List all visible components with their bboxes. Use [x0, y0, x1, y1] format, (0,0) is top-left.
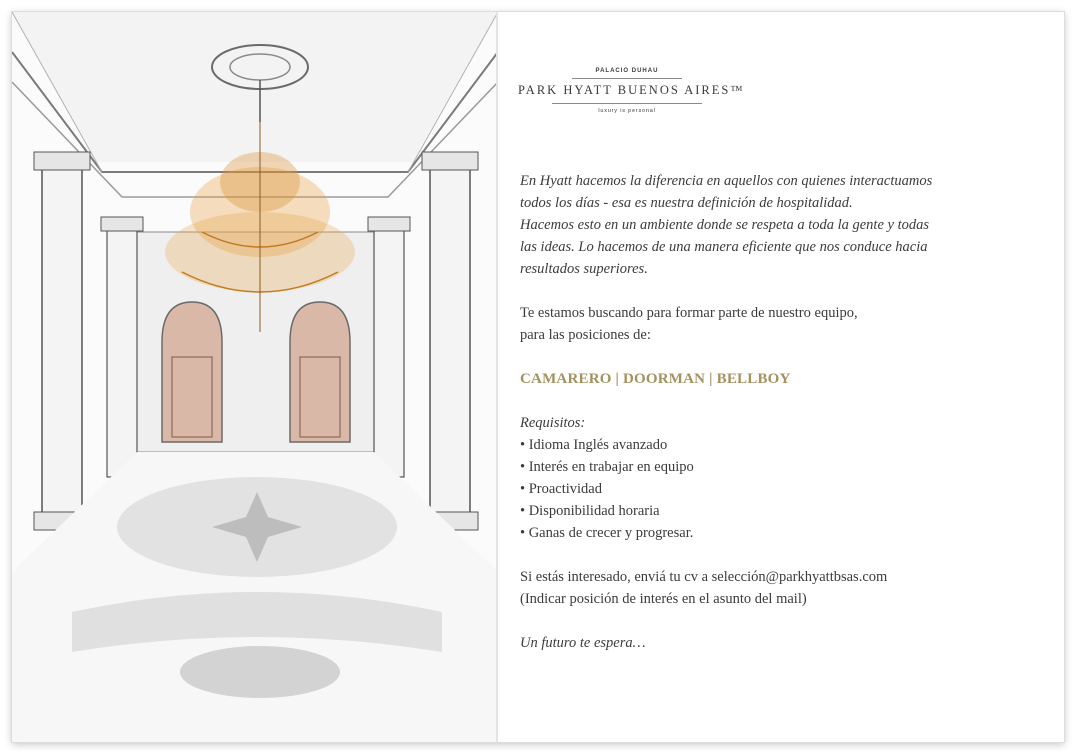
intro-line: En Hyatt hacemos la diferencia en aquellos con quienes interactuamos	[520, 173, 933, 189]
job-flyer	[12, 12, 1064, 742]
park-hyatt-logo	[518, 68, 745, 114]
intro-paragraph	[520, 170, 1040, 280]
search-paragraph	[520, 302, 1040, 346]
search-line: Te estamos buscando para formar parte de nuestro equipo,	[520, 305, 858, 321]
logo-top-text: PALACIO DUHAU	[595, 68, 659, 74]
requirement-item: • Disponibilidad horaria	[520, 500, 1040, 522]
hall-sketch	[12, 12, 498, 742]
intro-line: resultados superiores.	[520, 261, 648, 277]
logo-name: PARK HYATT BUENOS AIRES™	[518, 83, 745, 97]
palace-hall-illustration	[12, 12, 498, 742]
logo-rule	[572, 78, 682, 79]
requirement-item: • Idioma Inglés avanzado	[520, 434, 1040, 456]
contact-paragraph	[520, 566, 1040, 610]
requirements-list	[520, 434, 1040, 544]
flyer-text	[520, 170, 1040, 654]
logo-tagline: luxury is personal	[598, 108, 656, 114]
requirements-title: Requisitos:	[520, 415, 586, 431]
requirement-item: • Interés en trabajar en equipo	[520, 456, 1040, 478]
intro-line: Hacemos esto en un ambiente donde se respeta a toda la gente y todas	[520, 217, 930, 233]
positions-heading: CAMARERO | DOORMAN | BELLBOY	[520, 371, 791, 387]
requirement-item: • Proactividad	[520, 478, 1040, 500]
logo-rule	[552, 103, 702, 104]
content-panel	[498, 12, 1064, 742]
contact-line: (Indicar posición de interés en el asunto del mail)	[520, 591, 807, 607]
contact-line: Si estás interesado, enviá tu cv a selección@parkhyattbsas.com	[520, 569, 888, 585]
intro-line: todos los días - esa es nuestra definición de hospitalidad.	[520, 195, 853, 211]
intro-line: las ideas. Lo hacemos de una manera eficiente que nos conduce hacia	[520, 239, 928, 255]
requirement-item: • Ganas de crecer y progresar.	[520, 522, 1040, 544]
search-line: para las posiciones de:	[520, 327, 651, 343]
closing-line: Un futuro te espera…	[520, 635, 646, 651]
